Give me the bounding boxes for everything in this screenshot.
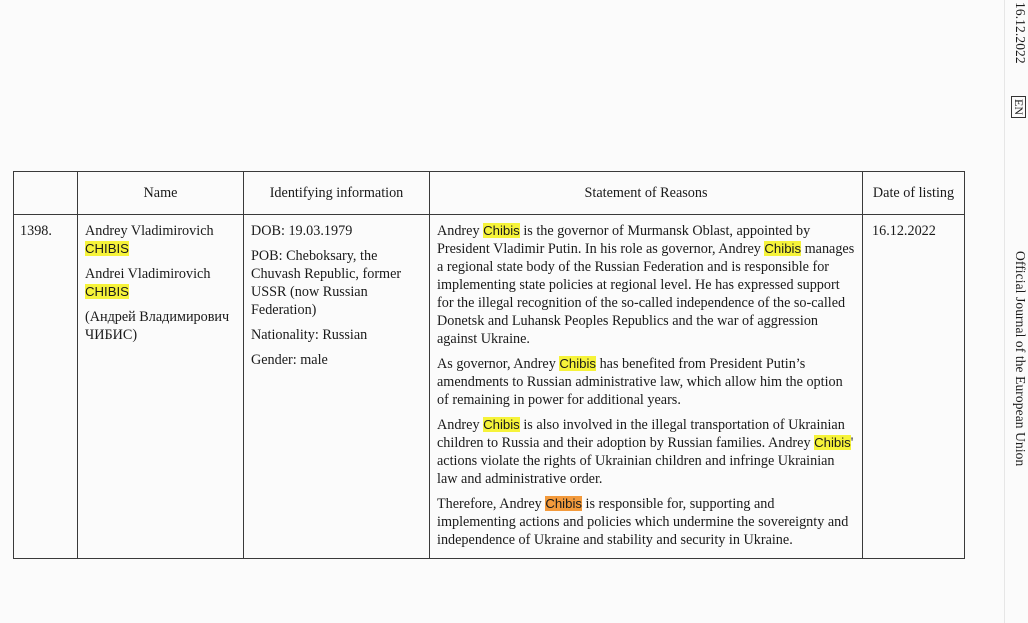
gender: Gender: male: [251, 352, 328, 368]
highlighted-name-orange: Chibis: [545, 496, 582, 511]
name-cell: [78, 215, 244, 559]
header-name: Name: [78, 172, 244, 215]
date-of-birth: DOB: 19.03.1979: [251, 223, 353, 239]
sanctions-listing-table: [13, 171, 965, 559]
name-variant-2: Andrei Vladimirovich CHIBIS: [85, 266, 211, 299]
highlighted-surname: CHIBIS: [85, 241, 129, 256]
identifying-info-cell: [244, 215, 430, 559]
statement-of-reasons-cell: [430, 215, 863, 559]
place-of-birth: POB: Cheboksary, the Chuvash Republic, former USSR (now Russian Federation): [251, 248, 402, 318]
nationality: Nationality: Russian: [251, 327, 368, 343]
highlighted-name: Chibis: [814, 435, 851, 450]
margin-language-tag: EN: [1011, 96, 1026, 118]
reasons-paragraph-1: Andrey Chibis is the governor of Murmansk Oblast, appointed by President Vladimir Putin. In his role as governor, Andrey Chibis manages a regional state body of the Russian Federation and is responsible for implementing state policies at regional level. He has expressed support for the illegal recognition of the so-called independence of the so-called Donetsk and Luhansk Peoples Republics and the war of aggression against Ukraine.: [437, 223, 855, 347]
reasons-paragraph-3: Andrey Chibis is also involved in the illegal transportation of Ukrainian children to Russia and their adoption by Russian families. Andrey Chibis' actions violate the rights of Ukrainian children and infringe Ukrainian law and administrative order.: [437, 417, 854, 487]
entry-number-cell: [14, 215, 78, 559]
name-cyrillic: (Андрей Владимирович ЧИБИС): [85, 309, 230, 343]
highlighted-name: Chibis: [559, 356, 597, 371]
date-of-listing-cell: [863, 215, 965, 559]
header-date-of-listing: Date of listing: [863, 172, 965, 215]
margin-journal-title: Official Journal of the European Union: [1013, 251, 1028, 467]
entry-number: 1398.: [20, 223, 52, 239]
table-header-row: [14, 172, 965, 215]
page-edge-line: [1004, 0, 1005, 623]
header-statement-of-reasons: Statement of Reasons: [430, 172, 863, 215]
name-variant-1: Andrey Vladimirovich CHIBIS: [85, 223, 214, 256]
margin-date: 16.12.2022: [1013, 2, 1028, 64]
highlighted-name: Chibis: [483, 223, 520, 238]
highlighted-surname: CHIBIS: [85, 284, 129, 299]
reasons-paragraph-4: Therefore, Andrey Chibis is responsible for, supporting and implementing actions and policies which undermine the sovereignty and independence of Ukraine and stability and security in Ukraine.: [437, 496, 849, 548]
reasons-paragraph-2: As governor, Andrey Chibis has benefited from President Putin’s amendments to Russian administrative law, which allow him the option of remaining in power for additional years.: [437, 356, 843, 408]
date-of-listing: 16.12.2022: [872, 223, 936, 239]
highlighted-name: Chibis: [483, 417, 520, 432]
header-number: [14, 172, 78, 215]
table-row: [14, 215, 965, 559]
header-identifying-information: Identifying information: [244, 172, 430, 215]
highlighted-name: Chibis: [764, 241, 802, 256]
